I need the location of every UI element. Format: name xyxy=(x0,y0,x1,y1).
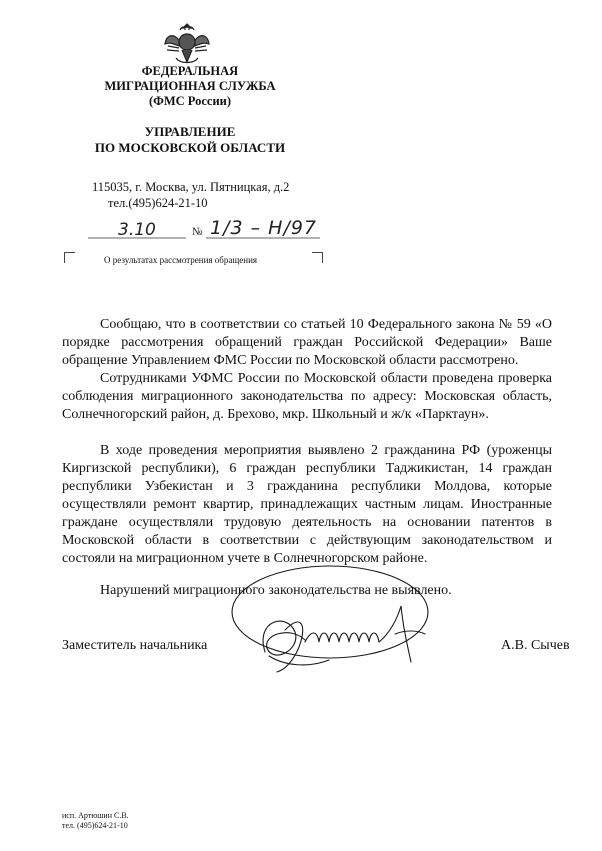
subject-bracket-right xyxy=(312,252,323,263)
registration-number-label: № xyxy=(192,226,203,238)
handwritten-signature xyxy=(225,560,435,695)
coat-of-arms-icon xyxy=(162,18,212,68)
signatory-name: А.В. Сычев xyxy=(501,638,570,653)
executor-phone: тел. (495)624-21-10 xyxy=(62,821,128,830)
body-paragraph-1: Сообщаю, что в соответствии со статьей 10 Федерального закона № 59 «О порядке рассмотрения обращений граждан Российской Федерации» Ваше обращение Управлением ФМС России по Московской области рассмотрено. xyxy=(62,317,552,368)
subject-bracket-left xyxy=(64,252,75,263)
org-name-line1: ФЕДЕРАЛЬНАЯ xyxy=(141,64,239,78)
signatory-title: Заместитель начальника xyxy=(62,638,208,653)
org-name-line2: МИГРАЦИОННАЯ СЛУЖБА xyxy=(104,79,276,93)
body-paragraph-3: В ходе проведения мероприятия выявлено 2 гражданина РФ (уроженцы Киргизской республики), 6 граждан республики Таджикистан, 14 граждан республики Узбекистан и 3 гражданина республики Молдова, которые осуществляли ремонт квартир, принадлежащих частным лицам. Иностранные граждане осуществляли трудовую деятельность на основании патентов в Московской области в соответствии с действующим законодательством и состояли на миграционном учете в Солнечногорском районе. xyxy=(62,443,552,566)
department-line1: УПРАВЛЕНИЕ xyxy=(144,124,236,139)
body-paragraph-2: Сотрудниками УФМС России по Московской области проведена проверка соблюдения миграционного законодательства по адресу: Московская область, Солнечногорский район, д. Брехово, мкр. Школьный и ж/к «Парктаун». xyxy=(62,371,552,422)
registration-date: 3.10 xyxy=(118,220,156,240)
org-abbreviation: (ФМС России) xyxy=(148,94,232,108)
body-paragraph-4: Нарушений миграционного законодательства не выявлено. xyxy=(100,583,452,598)
letter-subject: О результатах рассмотрения обращения xyxy=(104,255,258,265)
org-phone: тел.(495)624-21-10 xyxy=(108,196,208,210)
executor-name: исп. Артюшин С.В. xyxy=(62,811,129,820)
department-line2: ПО МОСКОВСКОЙ ОБЛАСТИ xyxy=(94,140,286,155)
org-address: 115035, г. Москва, ул. Пятницкая, д.2 xyxy=(92,180,290,194)
registration-number: 1/3 – Н/97 xyxy=(210,217,318,239)
